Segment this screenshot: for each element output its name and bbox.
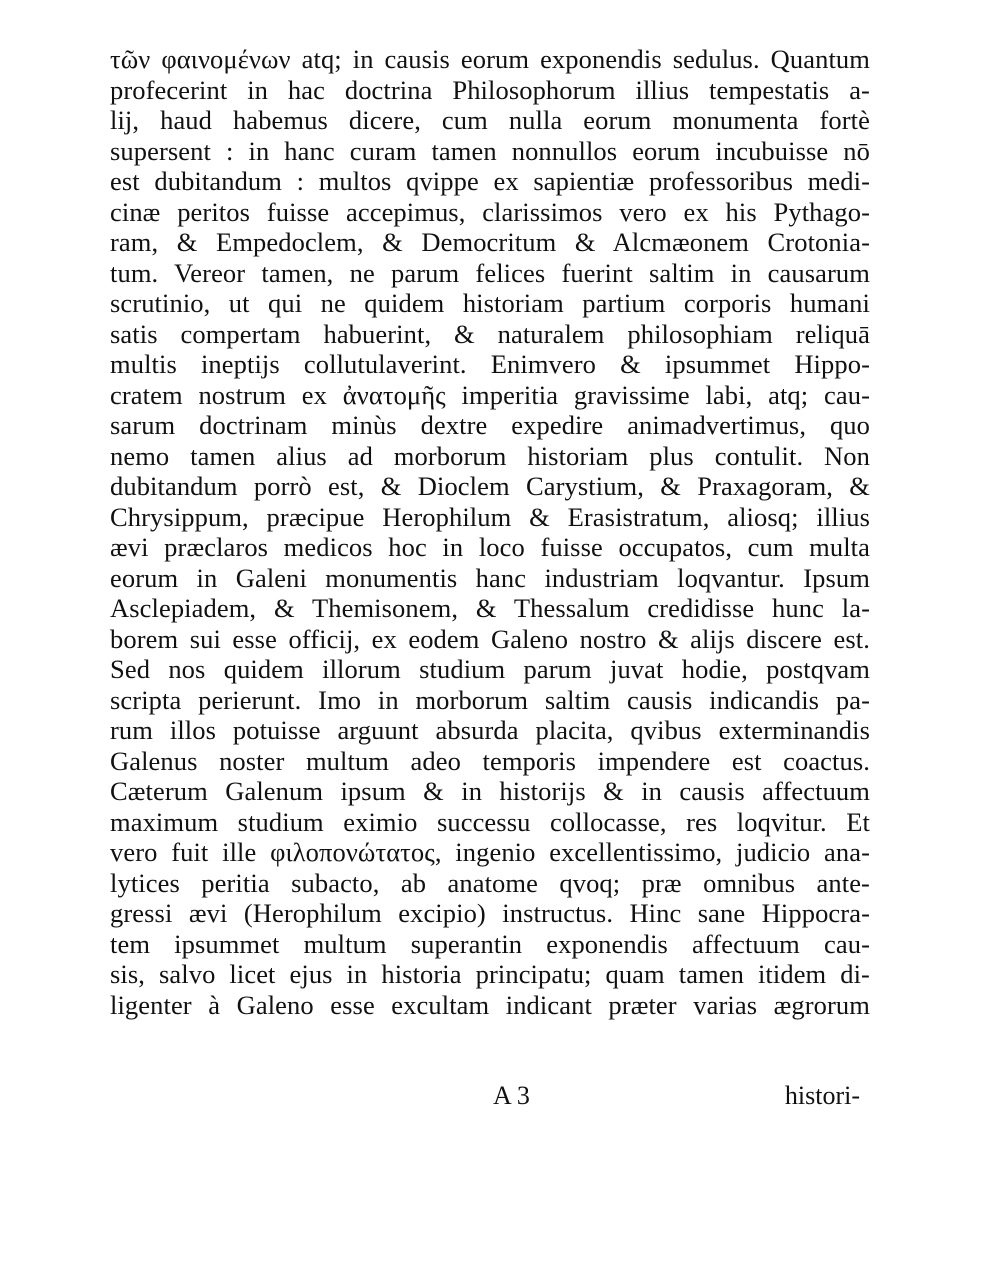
text-line: Chrysippum, præcipue Herophilum & Erasistratum, aliosq; illius	[110, 501, 870, 532]
text-line: gressi ævi (Herophilum excipio) instructus. Hinc sane Hippocra-	[110, 898, 870, 928]
text-line: lytices peritia subacto, ab anatome qvoq; præ omnibus ante-	[110, 867, 870, 898]
text-line: Cæterum Galenum ipsum & in historijs & in causis affectuum	[110, 776, 870, 806]
text-line: Sed nos quidem illorum studium parum juvat hodie, postqvam	[110, 654, 870, 684]
text-line: tum. Vereor tamen, ne parum felices fuerint saltim in causarum	[110, 257, 870, 288]
text-line: ligenter à Galeno esse excultam indicant præter varias ægrorum	[110, 989, 870, 1020]
text-line: profecerint in hac doctrina Philosophorum illius tempestatis a-	[110, 74, 870, 105]
text-line: τῶν φαινομένων atq; in causis eorum exponendis sedulus. Quantum	[110, 44, 870, 74]
text-line: borem sui esse officij, ex eodem Galeno nostro & alijs discere est.	[110, 623, 870, 654]
body-text	[110, 44, 870, 1020]
text-line: sarum doctrinam minùs dextre expedire animadvertimus, quo	[110, 410, 870, 440]
page-footer	[110, 1081, 870, 1115]
text-line: scripta perierunt. Imo in morborum saltim causis indicandis pa-	[110, 684, 870, 715]
text-line: nemo tamen alius ad morborum historiam plus contulit. Non	[110, 440, 870, 471]
text-line: supersent : in hanc curam tamen nonnullos eorum incubuisse nō	[110, 135, 870, 166]
catchword: histori-	[784, 1081, 860, 1110]
text-line: scrutinio, ut qui ne quidem historiam partium corporis humani	[110, 288, 870, 318]
text-line: dubitandum porrò est, & Dioclem Carystium, & Praxagoram, &	[110, 471, 870, 501]
text-line: Galenus noster multum adeo temporis impendere est coactus.	[110, 745, 870, 776]
text-line: satis compertam habuerint, & naturalem philosophiam reliquā	[110, 318, 870, 349]
text-line: tem ipsummet multum superantin exponendis affectuum cau-	[110, 928, 870, 959]
text-line: rum illos potuisse arguunt absurda placita, qvibus exterminandis	[110, 715, 870, 745]
text-line: ævi præclaros medicos hoc in loco fuisse occupatos, cum multa	[110, 532, 870, 562]
text-line: eorum in Galeni monumentis hanc industriam loqvantur. Ipsum	[110, 562, 870, 593]
text-line: ram, & Empedoclem, & Democritum & Alcmæonem Crotonia-	[110, 227, 870, 257]
text-line: sis, salvo licet ejus in historia principatu; quam tamen itidem di-	[110, 959, 870, 989]
text-line: multis ineptijs collutulaverint. Enimvero & ipsummet Hippo-	[110, 349, 870, 379]
text-line: cinæ peritos fuisse accepimus, clarissimos vero ex his Pythago-	[110, 196, 870, 227]
text-line: est dubitandum : multos qvippe ex sapientiæ professoribus medi-	[110, 166, 870, 196]
text-line: vero fuit ille φιλοπονώτατος, ingenio excellentissimo, judicio ana-	[110, 837, 870, 867]
text-line: lij, haud habemus dicere, cum nulla eorum monumenta fortè	[110, 105, 870, 135]
text-line: Asclepiadem, & Themisonem, & Thessalum credidisse hunc la-	[110, 593, 870, 623]
signature-mark: A 3	[493, 1081, 530, 1110]
text-line: cratem nostrum ex ἀνατομῆς imperitia gravissime labi, atq; cau-	[110, 379, 870, 410]
text-line: maximum studium eximio successu collocasse, res loqvitur. Et	[110, 806, 870, 837]
